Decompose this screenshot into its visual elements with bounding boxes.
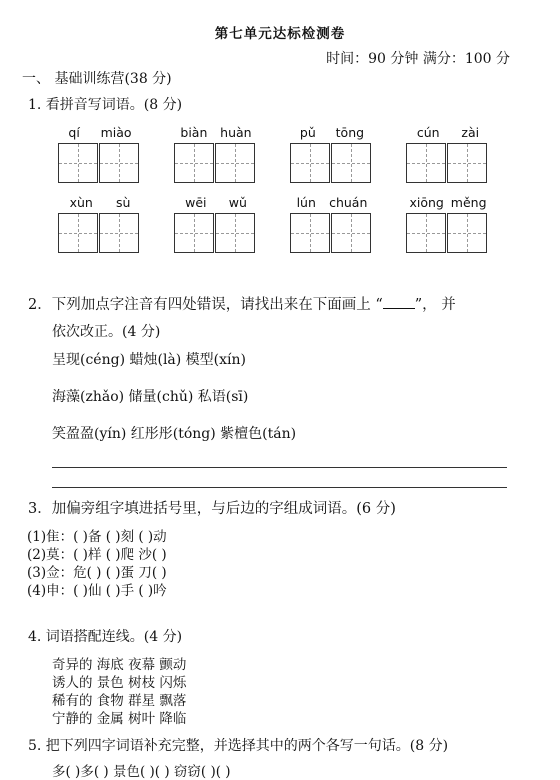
writing-box[interactable] bbox=[174, 213, 214, 253]
writing-box[interactable] bbox=[58, 213, 98, 253]
q3-row[interactable]: (4)申：( )仙 ( )手 ( )吟 bbox=[27, 583, 167, 599]
pinyin-text: chuán bbox=[329, 195, 368, 210]
page-title: 第七单元达标检测卷 bbox=[214, 26, 346, 42]
section-heading: 一、 基础训练营(38 分) bbox=[22, 71, 172, 87]
writing-box[interactable] bbox=[174, 143, 214, 183]
writing-box[interactable] bbox=[215, 143, 255, 183]
pinyin-text: sù bbox=[115, 195, 131, 210]
pinyin-text: huàn bbox=[220, 125, 252, 140]
pinyin-text: tōng bbox=[335, 125, 365, 140]
q4-label: 4. 词语搭配连线。(4 分) bbox=[28, 629, 183, 645]
q1-label: 1. 看拼音写词语。(8 分) bbox=[28, 97, 183, 113]
pinyin-text: měng bbox=[450, 195, 487, 210]
pinyin-text: miào bbox=[100, 125, 132, 140]
answer-line[interactable] bbox=[52, 467, 507, 468]
pinyin-text: qí bbox=[68, 125, 80, 140]
q3-row[interactable]: (3)佥：危( ) ( )蛋 刀( ) bbox=[27, 565, 167, 581]
q2-label-text: 2．下列加点字注音有四处错误，请找出来在下面画上 “ bbox=[28, 297, 383, 313]
pinyin-text: lún bbox=[296, 195, 316, 210]
q2-label-line2: 依次改正。(4 分) bbox=[52, 324, 161, 340]
writing-box[interactable] bbox=[331, 213, 371, 253]
q2-word-line: 海藻(zhǎo) 储量(chǔ) 私语(sī) bbox=[52, 389, 249, 405]
writing-box[interactable] bbox=[406, 143, 446, 183]
matching-row[interactable]: 奇异的 海底 夜幕 颤动 bbox=[52, 657, 187, 673]
q2-word-line: 笑盈盈(yín) 红彤彤(tóng) 紫檀色(tán) bbox=[52, 426, 297, 442]
writing-box[interactable] bbox=[215, 213, 255, 253]
matching-row[interactable]: 宁静的 金属 树叶 降临 bbox=[52, 711, 187, 727]
writing-box[interactable] bbox=[290, 213, 330, 253]
q5-row[interactable]: 多( )多( ) 景色( )( ) 窃窃( )( ) bbox=[52, 764, 231, 780]
pinyin-text: cún bbox=[416, 125, 440, 140]
answer-line[interactable] bbox=[52, 487, 507, 488]
matching-row[interactable]: 诱人的 景色 树枝 闪烁 bbox=[52, 675, 187, 691]
q2-label-end: ”， 并 bbox=[414, 297, 456, 313]
writing-box[interactable] bbox=[447, 213, 487, 253]
pinyin-text: xùn bbox=[69, 195, 93, 210]
pinyin-text: biàn bbox=[180, 125, 208, 140]
writing-box[interactable] bbox=[290, 143, 330, 183]
pinyin-text: zài bbox=[461, 125, 480, 140]
q3-row[interactable]: (2)莫：( )样 ( )爬 沙( ) bbox=[27, 547, 167, 563]
writing-box[interactable] bbox=[331, 143, 371, 183]
pinyin-text: pǔ bbox=[299, 125, 316, 140]
matching-row[interactable]: 稀有的 食物 群星 飘落 bbox=[52, 693, 187, 709]
q3-label: 3．加偏旁组字填进括号里，与后边的字组成词语。(6 分) bbox=[28, 501, 396, 517]
underline-sample bbox=[383, 298, 415, 309]
q3-row[interactable]: (1)隹：( )备 ( )刻 ( )动 bbox=[27, 529, 167, 545]
writing-box[interactable] bbox=[58, 143, 98, 183]
q2-word-line: 呈现(céng) 蜡烛(là) 模型(xín) bbox=[52, 352, 246, 368]
q2-label bbox=[28, 293, 456, 314]
writing-box[interactable] bbox=[99, 213, 139, 253]
pinyin-text: xiōng bbox=[409, 195, 444, 210]
writing-box[interactable] bbox=[406, 213, 446, 253]
exam-meta: 时间：90 分钟 满分：100 分 bbox=[326, 51, 510, 67]
writing-box[interactable] bbox=[99, 143, 139, 183]
pinyin-text: wǔ bbox=[228, 195, 247, 210]
writing-box[interactable] bbox=[447, 143, 487, 183]
q5-label: 5. 把下列四字词语补充完整，并选择其中的两个各写一句话。(8 分) bbox=[28, 738, 449, 754]
pinyin-text: wēi bbox=[185, 195, 207, 210]
